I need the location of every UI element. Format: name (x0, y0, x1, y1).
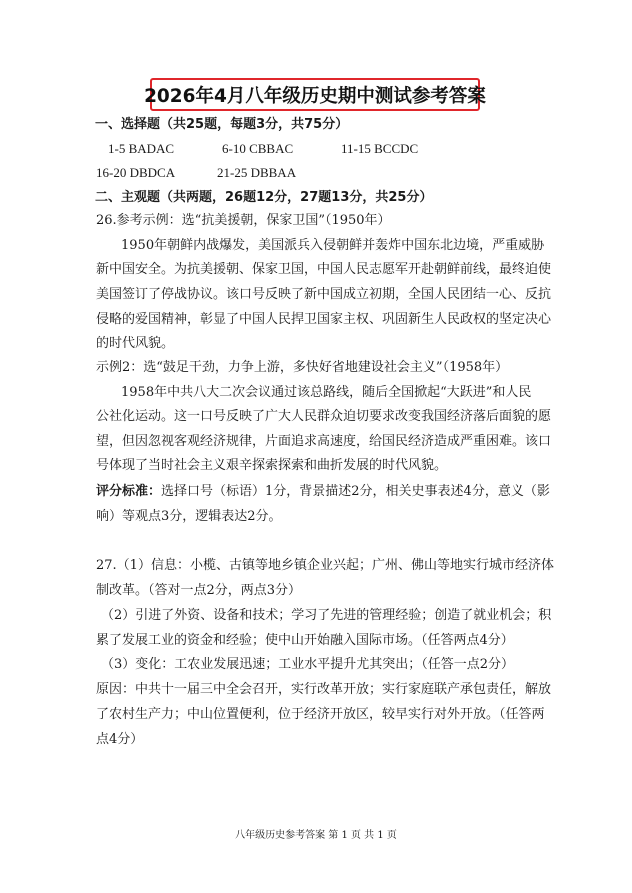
q27-line: 点4分） (96, 732, 144, 747)
criteria-text: 选择口号（标语）1分，背景描述2分，相关史事表述4分，意义（影 (161, 484, 550, 499)
section1-heading: 一、选择题（共25题，每题3分，共75分） (95, 117, 349, 132)
q26-example2: 示例2：选“鼓足干劲，力争上游，多快好省地建设社会主义”（1958年） (96, 360, 509, 375)
q26-criteria-line2: 响）等观点3分，逻辑表达2分。 (96, 509, 282, 524)
q26-p2-line: 号体现了当时社会主义艰辛探索探索和曲折发展的时代风貌。 (96, 458, 448, 473)
answer-16-20: 16-20 DBDCA (96, 165, 176, 180)
q27-line: 原因：中共十一届三中全会召开，实行改革开放；实行家庭联产承包责任，解放 (96, 682, 552, 697)
q26-p1-line: 的时代风貌。 (96, 336, 175, 351)
q26-p1-line: 美国签订了停战协议。该口号反映了新中国成立初期，全国人民团结一心、反抗 (96, 287, 552, 302)
q26-p1-line: 1950年朝鲜内战爆发，美国派兵入侵朝鲜并轰炸中国东北边境，严重威胁 (121, 238, 545, 253)
answer-1-5: 1-5 BADAC (108, 141, 175, 156)
q27-line: 了农村生产力；中山位置便利，位于经济开放区，较早实行对外开放。（任答两 (96, 707, 545, 722)
answer-6-10: 6-10 CBBAC (222, 141, 294, 156)
criteria-label: 评分标准： (96, 484, 162, 499)
q26-p2-line: 望，但因忽视客观经济规律，片面追求高速度，给国民经济造成严重困难。该口 (96, 434, 552, 449)
q26-p2-line: 1958年中共八大二次会议通过该总路线，随后全国掀起“大跃进”和人民 (121, 385, 532, 400)
q26-intro: 26.参考示例：选“抗美援朝，保家卫国”（1950年） (96, 213, 391, 228)
q26-p1-line: 侵略的爱国精神，彰显了中国人民捍卫国家主权、巩固新生人民政权的坚定决心 (96, 312, 552, 327)
title-box (144, 78, 486, 111)
q26-criteria (96, 484, 550, 500)
q27-line: 制改革。（答对一点2分，两点3分） (96, 583, 302, 598)
q27-line: （2）引进了外资、设备和技术；学习了先进的管理经验；创造了就业机会；积 (101, 608, 552, 623)
answer-11-15: 11-15 BCCDC (341, 141, 419, 156)
q26-p1-line: 新中国安全。为抗美援朝、保家卫国，中国人民志愿军开赴朝鲜前线，最终迫使 (96, 262, 552, 277)
q27-line: 27.（1）信息：小榄、古镇等地乡镇企业兴起；广州、佛山等地实行城市经济体 (96, 558, 554, 573)
q27-line: 累了发展工业的资金和经验；使中山开始融入国际市场。（任答两点4分） (96, 633, 514, 648)
q27-line: （3）变化：工农业发展迅速；工业水平提升尤其突出；（任答一点2分） (101, 657, 515, 672)
answer-21-25: 21-25 DBBAA (217, 165, 297, 180)
section2-heading: 二、主观题（共两题，26题12分，27题13分，共25分） (95, 190, 433, 205)
page-title: 2026年4月八年级历史期中测试参考答案 (144, 85, 486, 107)
page-footer: 八年级历史参考答案 第 1 页 共 1 页 (235, 830, 397, 841)
q26-p2-line: 公社化运动。这一口号反映了广大人民群众迫切要求改变我国经济落后面貌的愿 (96, 409, 552, 424)
